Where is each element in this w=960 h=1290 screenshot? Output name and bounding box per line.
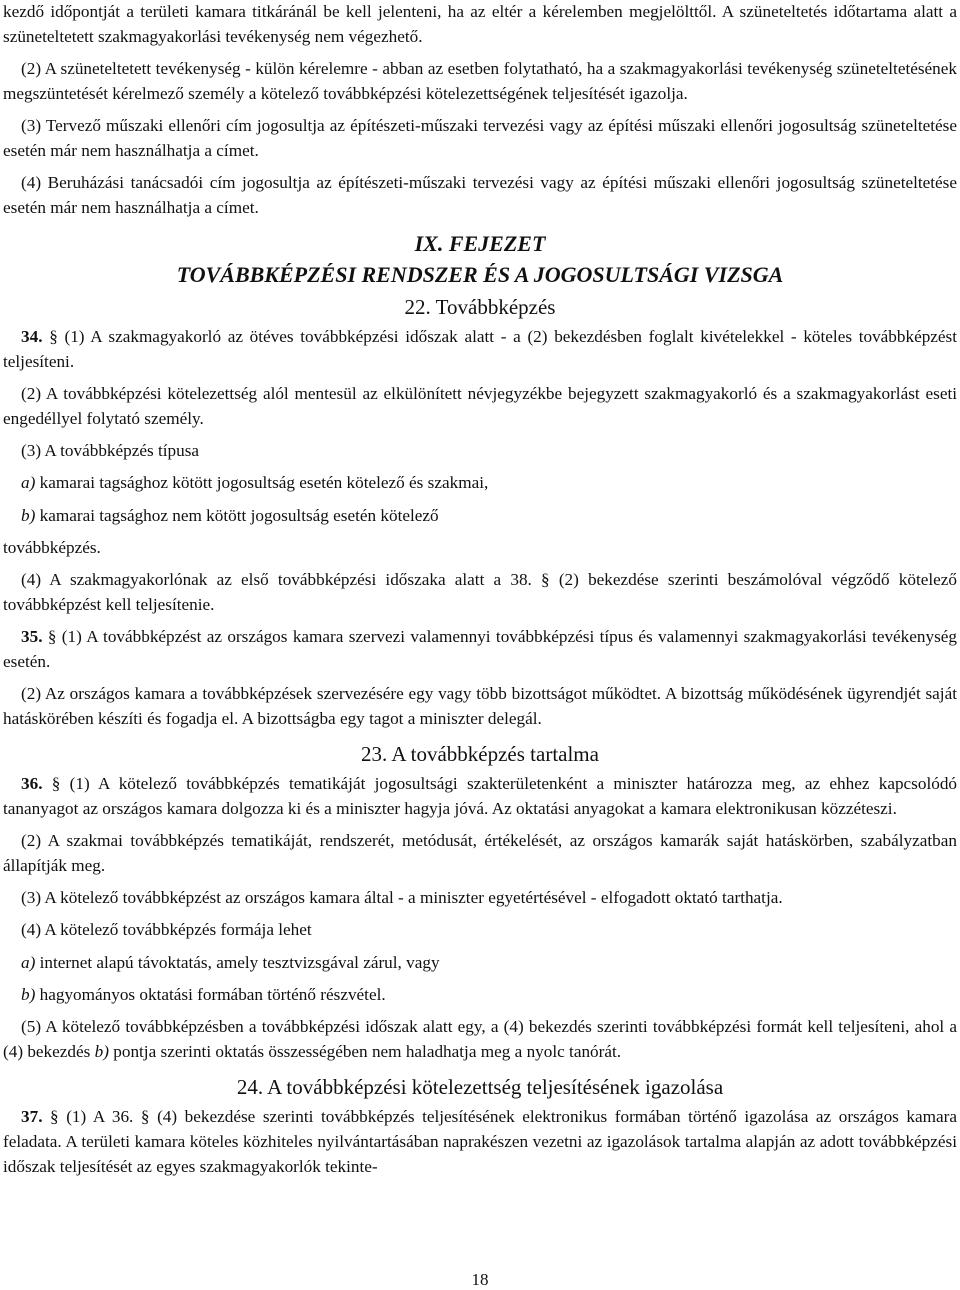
paragraph: 34. § (1) A szakmagyakorló az ötéves továbbképzési időszak alatt - a (2) bekezdésben foglalt kivételekkel - köteles továbbképzést teljesíteni. — [3, 327, 958, 371]
paragraph-number: 36. — [21, 774, 43, 794]
paragraph-number: 35. — [21, 627, 43, 647]
paragraph: továbbképzés. — [3, 537, 101, 557]
section-sign-icon: § — [51, 774, 61, 794]
paragraph: (2) A szakmai továbbképzés tematikáját, rendszerét, metódusát, értékelését, az országos kamarák saját hatáskörben, szabályzatban állapítják meg. — [3, 831, 957, 875]
list-item: b) kamarai tagsághoz nem kötött jogosultság esetén kötelező — [21, 505, 439, 525]
paragraph: 37. § (1) A 36. § (4) bekezdése szerinti továbbképzés teljesítésének elektronikus formában történő igazolása az országos kamara feladata. A területi kamara köteles közhiteles nyilvántartásában naprakészen vezetni az igazolások tartalma alapján az adott továbbképzési időszak teljesítését az egyes szakmagyakorlók tekinte- — [3, 1107, 957, 1176]
section-sign-icon: § — [49, 327, 58, 346]
paragraph: (2) A szüneteltetett tevékenység - külön kérelemre - abban az esetben folytatható, ha a szakmagyakorlási tevékenység szüneteltetésének megszüntetését kérelmező személy a kötelező továbbképzési kötelezettségének teljesítését igazolja. — [3, 59, 957, 103]
paragraph: (3) A továbbképzés típusa — [21, 441, 200, 460]
paragraph: (3) A kötelező továbbképzést az országos kamara által - a miniszter egyetértésével - elfogadott oktató tarthatja. — [21, 888, 783, 908]
paragraph: 36. § (1) A kötelező továbbképzés tematikáját jogosultsági szakterületenként a miniszter határozza meg, az ehhez kapcsolódó tananyagot az országos kamara dolgozza ki és a miniszter hagyja jóvá. Az oktatási anyagokat a kamara elektronikusan közzéteszi. — [3, 774, 958, 818]
paragraph: kezdő időpontját a területi kamara titkáránál be kell jelenteni, ha az eltér a kérelemben megjelölttől. A szüneteltetés időtartama alatt a szüneteltetett szakmagyakorlási tevékenység nem végezhető. — [3, 2, 957, 46]
paragraph: (3) Tervező műszaki ellenőri cím jogosultja az építészeti-műszaki tervezési vagy az építési műszaki ellenőri jogosultság szüneteltetése esetén már nem használhatja a címet. — [3, 116, 957, 160]
section-sign-icon: § — [47, 627, 57, 647]
list-item: a) kamarai tagsághoz kötött jogosultság esetén kötelező és szakmai, — [21, 473, 489, 493]
chapter-number: IX. FEJEZET — [414, 231, 546, 256]
section-heading: 22. Továbbképzés — [404, 295, 556, 319]
paragraph-number: 37. — [21, 1107, 43, 1127]
chapter-title: TOVÁBBKÉPZÉSI RENDSZER ÉS A JOGOSULTSÁGI VIZSGA — [176, 262, 784, 287]
paragraph: 35. § (1) A továbbképzést az országos kamara szervezi valamennyi továbbképzési típus és valamennyi szakmagyakorlási tevékenység esetén. — [3, 627, 958, 671]
paragraph: (4) Beruházási tanácsadói cím jogosultja az építészeti-műszaki tervezési vagy az építési műszaki ellenőri jogosultság szüneteltetése esetén már nem használhatja a címet. — [3, 173, 957, 217]
paragraph: (2) Az országos kamara a továbbképzések szervezésére egy vagy több bizottságot működtet. A bizottság működésének ügyrendjét saját hatáskörében készíti és fogadja el. A bizottságba egy tagot a miniszter delegál. — [3, 684, 957, 728]
section-heading: 24. A továbbképzési kötelezettség teljesítésének igazolása — [236, 1075, 724, 1100]
list-item: a) internet alapú távoktatás, amely tesztvizsgával zárul, vagy — [21, 952, 440, 972]
paragraph: (4) A kötelező továbbképzés formája lehet — [21, 920, 312, 940]
section-sign-icon: § — [50, 1107, 59, 1127]
list-item: b) hagyományos oktatási formában történő részvétel. — [21, 985, 386, 1005]
paragraph: (5) A kötelező továbbképzésben a továbbképzési időszak alatt egy, a (4) bekezdés szerinti továbbképzési formát kell teljesíteni, ahol a (4) bekezdés b) pontja szerinti oktatás összességében nem haladhatja meg a nyolc tanórát. — [3, 1017, 957, 1062]
page-number: 18 — [471, 1270, 489, 1289]
paragraph-number: 34. — [21, 327, 43, 346]
paragraph: (2) A továbbképzési kötelezettség alól mentesül az elkülönített névjegyzékbe bejegyzett szakmagyakorló és a szakmagyakorlást eseti engedéllyel folytató személy. — [3, 384, 957, 428]
paragraph: (4) A szakmagyakorlónak az első továbbképzési időszaka alatt a 38. § (2) bekezdése szerinti beszámolóval végződő kötelező továbbképzést kell teljesítenie. — [3, 570, 957, 614]
section-heading: 23. A továbbképzés tartalma — [361, 742, 599, 767]
